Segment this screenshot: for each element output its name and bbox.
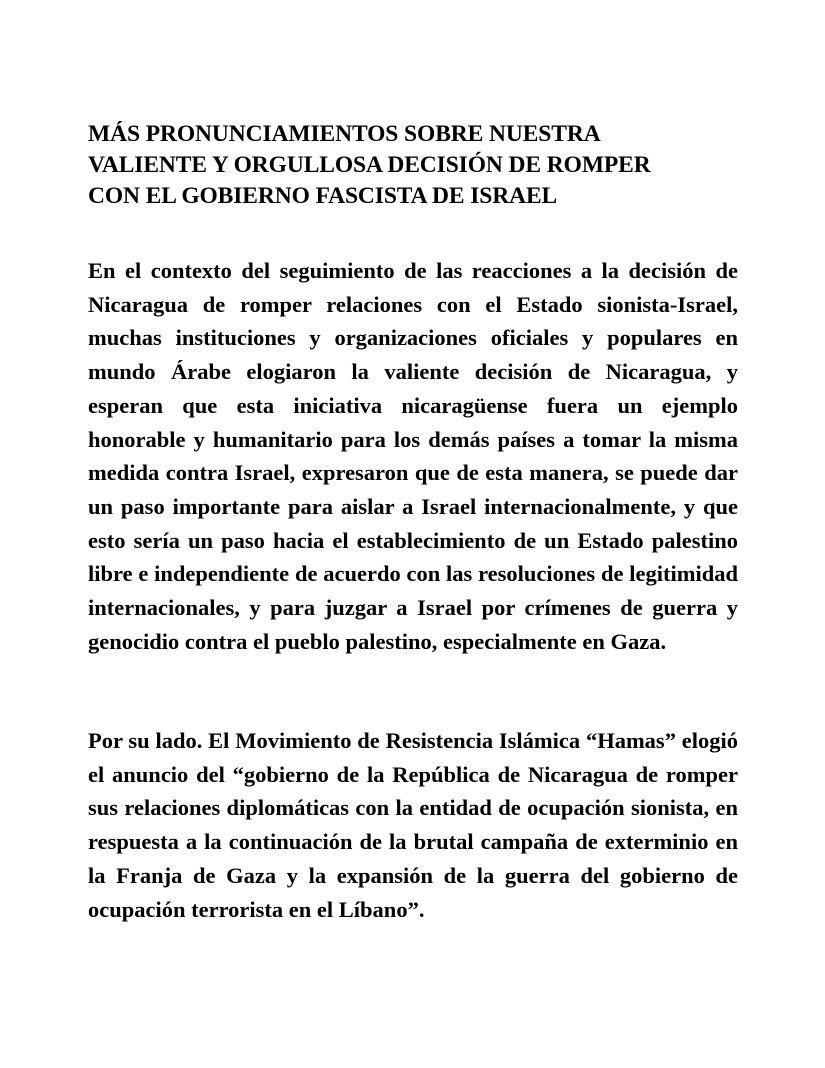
title-line-3: CON EL GOBIERNO FASCISTA DE ISRAEL — [88, 183, 558, 209]
paragraph-hamas-statement: Por su lado. El Movimiento de Resistencia Islámica “Hamas” elogió el anuncio del “gobierno de la República de Nicaragua de romper sus relaciones diplomáticas con la entidad de ocupación sionista, en respuesta a la continuación de la brutal campaña de exterminio en la Franja de Gaza y la expansión de la guerra del gobierno de ocupación terrorista en el Líbano”. — [88, 728, 738, 922]
title-line-2: VALIENTE Y ORGULLOSA DECISIÓN DE ROMPER — [88, 152, 651, 178]
title-line-1: MÁS PRONUNCIAMIENTOS SOBRE NUESTRA — [88, 121, 601, 147]
document-title — [88, 119, 748, 212]
paragraph-reactions: En el contexto del seguimiento de las reacciones a la decisión de Nicaragua de romper relaciones con el Estado sionista-Israel, muchas instituciones y organizaciones oficiales y populares en mundo Árabe elogiaron la valiente decisión de Nicaragua, y esperan que esta iniciativa nicaragüense fuera un ejemplo honorable y humanitario para los demás países a tomar la misma medida contra Israel, expresaron que de esta manera, se puede dar un paso importante para aislar a Israel internacionalmente, y que esto sería un paso hacia el establecimiento de un Estado palestino libre e independiente de acuerdo con las resoluciones de legitimidad internacionales, y para juzgar a Israel por crímenes de guerra y genocidio contra el pueblo palestino, especialmente en Gaza. — [88, 258, 738, 654]
